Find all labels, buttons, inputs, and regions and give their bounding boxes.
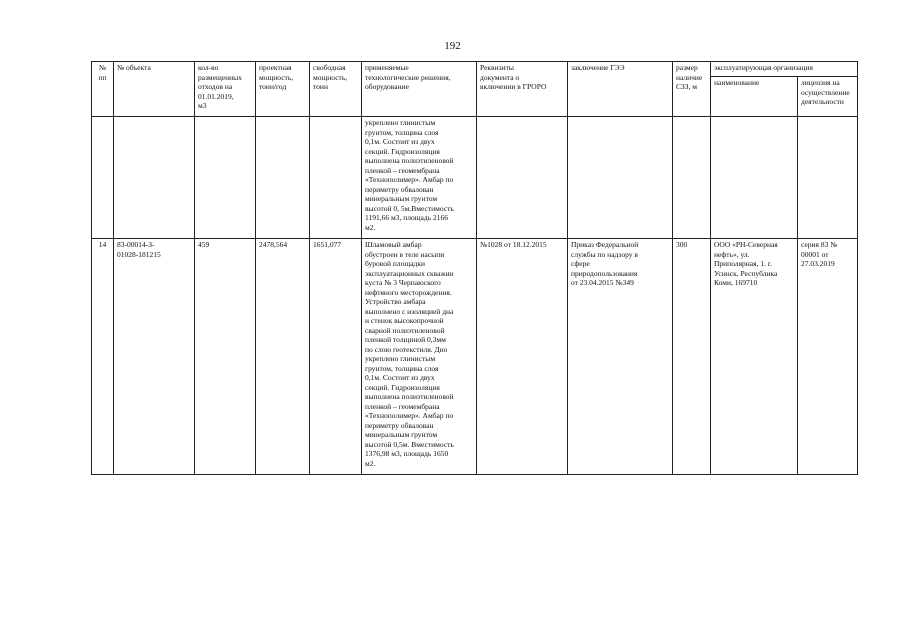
cell-line: применяемые (365, 63, 409, 72)
cell-line: № (98, 63, 107, 72)
cell-object-num (114, 239, 195, 475)
cell-design-capacity (256, 117, 310, 239)
cell-line: обустроен в теле насыпи (365, 249, 445, 259)
cell-line: Приказ Федеральной (571, 240, 639, 249)
cell-line: секций. Гидроизоляция (365, 146, 440, 156)
cell-line: от 23.04.2015 №349 (571, 278, 634, 287)
cell-line: периметру обвалован (365, 420, 434, 430)
cell-line: минеральным грунтом (365, 430, 438, 439)
cell-line: мощность, (313, 72, 348, 82)
cell-grro (477, 239, 568, 475)
cell-line: Приполярная, 1. г. (714, 259, 772, 268)
cell-line: 01.01.2019, (198, 91, 234, 101)
page-number: 192 (444, 40, 461, 52)
cell-line: серия 83 № (801, 240, 838, 249)
cell-line: ООО «РН-Северная (714, 240, 778, 249)
cell-szz (673, 117, 711, 239)
cell-line: наименование (714, 78, 760, 87)
cell-line: заключение ГЭЭ (571, 63, 625, 72)
cell-line: укреплено глинистым (365, 354, 436, 363)
header-tech (362, 62, 477, 117)
cell-line: документа о (480, 72, 520, 82)
cell-line: эксплуатирующая организация (714, 63, 813, 72)
cell-line: службы по надзору в (571, 249, 638, 259)
cell-line: секций. Гидроизоляция (365, 382, 440, 392)
cell-line: свободная (313, 63, 346, 72)
cell-line: тонн (313, 82, 328, 91)
cell-line: 0,1м. Состоит из двух (365, 137, 435, 146)
cell-line: размер (676, 63, 698, 72)
cell-line: размещенных (198, 72, 242, 82)
cell-line: включении в ГРОРО (480, 82, 547, 91)
cell-org-name (711, 239, 798, 475)
cell-free-capacity (310, 117, 362, 239)
cell-waste-qty (195, 117, 256, 239)
header-waste-qty (195, 62, 256, 117)
cell-line: мощность, (259, 72, 294, 82)
cell-line: 83-00014-З- (117, 240, 155, 249)
cell-line: периметру обвалован (365, 184, 434, 194)
cell-line: укреплено глинистым (365, 118, 436, 127)
cell-line: и стенок высокопрочной (365, 316, 444, 325)
cell-line: выполнена полиэтиленовой (365, 156, 454, 165)
cell-line: высотой 0, 5м.Вместимость (365, 203, 454, 213)
cell-object-num (114, 117, 195, 239)
cell-line: №1028 от 18.12.2015 (480, 240, 547, 249)
cell-line: лицензия на (801, 78, 840, 87)
cell-line: отходов на (198, 82, 233, 91)
cell-line: выполнено с изоляцией дна (365, 306, 454, 316)
cell-line: Шламовый амбар (365, 240, 422, 249)
cell-grro (477, 117, 568, 239)
cell-szz (673, 239, 711, 475)
cell-line: пленкой – геомембрана (365, 165, 440, 175)
cell-line: оборудование (365, 82, 409, 91)
cell-line: Реквизиты (480, 63, 514, 72)
header-org-name (711, 77, 798, 117)
cell-line: кол-во (198, 63, 219, 72)
cell-line: Коми, 169710 (714, 278, 758, 287)
cell-line: 1376,98 м3, площадь 1650 (365, 449, 449, 458)
cell-num (92, 239, 114, 475)
cell-line: Устройство амбара (365, 297, 426, 306)
cell-line: минеральным грунтом (365, 194, 438, 203)
cell-line: 00001 от (801, 249, 829, 259)
cell-line: 1651,077 (313, 240, 342, 249)
cell-line: сфере (571, 259, 590, 268)
cell-org-license (798, 239, 858, 475)
cell-line: технологические решения, (365, 72, 451, 82)
cell-line: высотой 0,5м. Вместимость (365, 439, 454, 449)
cell-line: тонн/год (259, 82, 287, 91)
cell-line: пленкой – геомембрана (365, 401, 440, 411)
cell-line: осуществление (801, 87, 850, 97)
cell-line: деятельности (801, 97, 844, 106)
header-free-capacity (310, 62, 362, 117)
cell-line: наличие (676, 72, 703, 82)
cell-line: куста № 3 Черпаюского (365, 278, 441, 287)
cell-line: буровой площадки (365, 259, 425, 268)
cell-line: пп (98, 72, 107, 82)
cell-num (92, 117, 114, 239)
header-row-top (92, 62, 858, 77)
header-num (92, 62, 114, 117)
cell-free-capacity (310, 239, 362, 475)
cell-line: м2. (365, 222, 376, 232)
cell-line: 459 (198, 240, 210, 249)
cell-line: эксплуатационных скважин (365, 268, 454, 278)
cell-line: сварной полиэтиленовой (365, 325, 445, 335)
header-object-num (114, 62, 195, 117)
header-design-capacity (256, 62, 310, 117)
cell-line: грунтом, толщина слоя (365, 363, 439, 373)
cell-line: природопользования (571, 268, 638, 278)
cell-line: 1191,66 м3, площадь 2166 (365, 213, 448, 222)
cell-line: СЗЗ, м (676, 82, 698, 91)
header-gee (568, 62, 673, 117)
cell-line: «Технополимер». Амбар по (365, 411, 454, 420)
cell-line: проектная (259, 63, 292, 72)
cell-line: 300 (676, 240, 688, 249)
cell-waste-qty (195, 239, 256, 475)
cell-line: 2478,564 (259, 240, 288, 249)
cell-line: 0,1м. Состоит из двух (365, 373, 435, 382)
table-row (92, 117, 858, 239)
cell-gee (568, 239, 673, 475)
cell-line: пленкой толщиной 0,3мм (365, 335, 446, 344)
header-szz (673, 62, 711, 117)
cell-org-name (711, 117, 798, 239)
header-org-group (711, 62, 858, 77)
cell-line: м3 (198, 101, 207, 110)
cell-line: 14 (98, 240, 107, 249)
cell-tech (362, 239, 477, 475)
cell-line: Усинск, Республика (714, 268, 778, 278)
cell-line: «Технополимер». Амбар по (365, 175, 454, 184)
cell-gee (568, 117, 673, 239)
header-grro (477, 62, 568, 117)
cell-line: нефть», ул. (714, 249, 750, 259)
header-org-license (798, 77, 858, 117)
cell-line: 27.03.2019 (801, 259, 835, 268)
cell-org-license (798, 117, 858, 239)
cell-tech (362, 117, 477, 239)
cell-line: выполнена полиэтиленовой (365, 392, 454, 401)
cell-design-capacity (256, 239, 310, 475)
cell-line: 01028-181215 (117, 249, 161, 259)
cell-line: грунтом, толщина слоя (365, 127, 439, 137)
waste-facilities-table (91, 61, 858, 475)
table-row (92, 239, 858, 475)
cell-line: м2. (365, 458, 376, 468)
cell-line: по слою геотекстиля. Дно (365, 344, 448, 354)
cell-line: нефтяного месторождения. (365, 287, 452, 297)
cell-line: № объекта (117, 63, 151, 72)
